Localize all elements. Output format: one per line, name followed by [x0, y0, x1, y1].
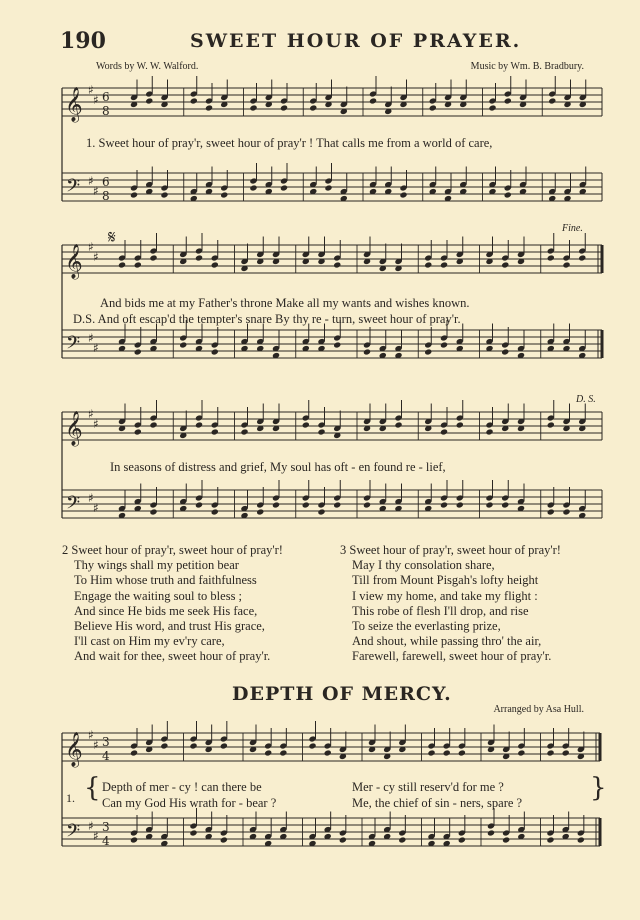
note-head [424, 348, 432, 355]
verse-3-line: To seize the everlasting prize, [352, 619, 501, 634]
lyrics-system-3: In seasons of distress and grief, My soul has oft - en found re - lief, [110, 460, 446, 474]
note-head [363, 348, 371, 355]
note-head [443, 749, 451, 756]
note-head [134, 261, 142, 268]
note-head [130, 836, 138, 843]
note-head [369, 97, 377, 104]
lyrics-song2-a2: Mer - cy still reserv'd for me ? [352, 780, 504, 794]
note-head [333, 341, 341, 348]
note-head [577, 836, 585, 843]
note-head [458, 836, 466, 843]
note-head [302, 421, 310, 428]
verse-2-line: And wait for thee, sweet hour of pray'r. [74, 649, 271, 664]
note-head [324, 184, 332, 191]
note-head [562, 508, 570, 515]
note-head [429, 104, 437, 111]
note-head [333, 501, 341, 508]
lyrics-song2-b2: Me, the chief of sin - ners, spare ? [352, 796, 523, 810]
time-sig: 3 [102, 820, 110, 834]
note-head [195, 254, 203, 261]
note-head [546, 836, 554, 843]
note-head [501, 501, 509, 508]
verse-2-line: And since He bids me seek His face, [74, 603, 258, 618]
verse-number: 2 [62, 543, 69, 557]
note-head [485, 501, 493, 508]
key-sharp: ♯ [88, 819, 94, 833]
ds-mark: D. S. [576, 394, 596, 405]
key-sharp: ♯ [93, 184, 99, 198]
verse-2-line: To Him whose truth and faithfulness [74, 573, 257, 588]
verse-2-line: Engage the waiting soul to bless ; [74, 588, 243, 603]
lyrics-song2-b1: Can my God His wrath for - bear ? [102, 796, 277, 810]
song-title: SWEET HOUR OF PRAYER. [190, 30, 522, 52]
verse-3-line: 3 Sweet hour of pray'r, sweet hour of pray'r! [340, 543, 561, 557]
key-sharp: ♯ [93, 341, 99, 355]
key-sharp: ♯ [88, 491, 94, 505]
note-head [145, 97, 153, 104]
note-head [501, 348, 509, 355]
note-head [487, 829, 495, 836]
lyrics-system-2a: And bids me at my Father's throne Make all my wants and wishes known. [100, 296, 470, 310]
note-head [249, 184, 257, 191]
treble-clef: 𝄞 [65, 244, 83, 279]
verse-3-line: This robe of flesh I'll drop, and rise [352, 603, 529, 618]
note-head [211, 428, 219, 435]
note-head [547, 421, 555, 428]
key-sharp: ♯ [93, 93, 99, 107]
verse-3 [340, 543, 561, 665]
note-head [339, 836, 347, 843]
music-credit: Music by Wm. B. Bradbury. [470, 61, 584, 72]
note-head [456, 501, 464, 508]
note-head [424, 261, 432, 268]
note-head [149, 508, 157, 515]
note-head [205, 104, 213, 111]
verse-2-line: 2 Sweet hour of pray'r, sweet hour of pray'r! [62, 543, 283, 557]
note-head [440, 428, 448, 435]
note-head [440, 501, 448, 508]
note-head [195, 421, 203, 428]
key-sharp: ♯ [88, 407, 94, 421]
note-head [134, 428, 142, 435]
note-head [189, 829, 197, 836]
note-head [179, 341, 187, 348]
treble-clef: 𝄞 [65, 411, 83, 446]
note-head [211, 508, 219, 515]
note-head [160, 742, 168, 749]
note-head [211, 261, 219, 268]
time-sig: 6 [102, 175, 110, 189]
key-sharp: ♯ [88, 728, 94, 742]
key-sharp: ♯ [93, 250, 99, 264]
words-credit: Words by W. W. Walford. [96, 61, 199, 72]
verse-3-line: Farewell, farewell, sweet hour of pray'r. [352, 649, 552, 664]
note-head [517, 749, 525, 756]
note-head [134, 348, 142, 355]
bass-clef: 𝄢 [66, 821, 81, 846]
note-head [440, 341, 448, 348]
key-sharp: ♯ [88, 240, 94, 254]
note-head [249, 104, 257, 111]
note-head [130, 749, 138, 756]
verse-2-line: I'll cast on Him my ev'ry care, [74, 634, 225, 649]
note-head [547, 254, 555, 261]
note-head [502, 836, 510, 843]
note-head [272, 501, 280, 508]
key-sharp: ♯ [88, 83, 94, 97]
verse-3-line: I view my home, and take my flight : [352, 588, 538, 603]
note-head [488, 104, 496, 111]
lyrics-system-2b: D.S. And oft escap'd the tempter's snare By thy re - turn, sweet hour of pray'r. [73, 312, 461, 326]
time-sig: 6 [102, 90, 110, 104]
verse-3-line: Till from Mount Pisgah's lofty height [352, 573, 539, 588]
note-head [280, 104, 288, 111]
verse-3-line: And shout, while passing thro' the air, [352, 634, 542, 649]
verse-2-line: Believe His word, and trust His grace, [74, 619, 265, 634]
treble-clef: 𝄞 [65, 87, 83, 122]
note-head [363, 501, 371, 508]
note-head [578, 254, 586, 261]
lyrics-system-1: 1. Sweet hour of pray'r, sweet hour of pray'r ! That calls me from a world of care, [86, 136, 493, 150]
key-sharp: ♯ [88, 331, 94, 345]
note-head [195, 501, 203, 508]
note-head [317, 508, 325, 515]
note-head [302, 501, 310, 508]
note-head [398, 836, 406, 843]
verse-number: 3 [340, 543, 347, 557]
verse-2-line: Thy wings shall my petition bear [74, 558, 239, 573]
note-head [308, 742, 316, 749]
note-head [149, 421, 157, 428]
note-head [256, 508, 264, 515]
bass-clef: 𝄢 [66, 176, 81, 201]
page-number: 190 [60, 28, 106, 54]
note-head [211, 348, 219, 355]
note-head [440, 261, 448, 268]
bass-clef: 𝄢 [66, 333, 81, 358]
note-head [279, 749, 287, 756]
note-head [280, 184, 288, 191]
time-sig: 8 [102, 104, 110, 118]
song-title-2: DEPTH OF MERCY. [232, 683, 452, 705]
note-head [190, 97, 198, 104]
note-head [160, 191, 168, 198]
fine-mark: Fine. [562, 223, 583, 234]
time-sig: 4 [102, 749, 110, 763]
key-sharp: ♯ [93, 738, 99, 752]
lyrics-song2-a1: Depth of mer - cy ! can there be [102, 780, 262, 794]
note-head [547, 508, 555, 515]
bass-clef: 𝄢 [66, 493, 81, 518]
note-head [546, 749, 554, 756]
note-head [149, 254, 157, 261]
time-sig: 8 [102, 189, 110, 203]
note-head [317, 428, 325, 435]
note-head [458, 749, 466, 756]
note-head [333, 261, 341, 268]
note-head [548, 97, 556, 104]
arranger-credit: Arranged by Asa Hull. [493, 704, 584, 715]
treble-clef: 𝄞 [65, 732, 83, 767]
brace-right: } [590, 773, 607, 803]
note-head [220, 191, 228, 198]
brace-left: { [84, 773, 101, 803]
key-sharp: ♯ [93, 501, 99, 515]
verse-2 [62, 543, 283, 665]
note-head [240, 428, 248, 435]
time-sig: 4 [102, 834, 110, 848]
verse-3-line: May I thy consolation share, [352, 558, 495, 573]
note-head [264, 749, 272, 756]
segno-sign: 𝄋 [108, 227, 116, 248]
note-head [456, 421, 464, 428]
note-head [118, 261, 126, 268]
note-head [220, 742, 228, 749]
note-head [427, 749, 435, 756]
key-sharp: ♯ [93, 417, 99, 431]
note-head [504, 191, 512, 198]
note-head [309, 104, 317, 111]
note-head [485, 428, 493, 435]
note-head [562, 749, 570, 756]
note-head [504, 97, 512, 104]
time-sig: 3 [102, 735, 110, 749]
note-head [399, 191, 407, 198]
note-head [220, 836, 228, 843]
key-sharp: ♯ [93, 829, 99, 843]
note-head [130, 191, 138, 198]
note-head [562, 261, 570, 268]
note-head [189, 742, 197, 749]
note-head [394, 421, 402, 428]
verse-number-song2: 1. [66, 791, 75, 805]
note-head [501, 261, 509, 268]
note-head [324, 749, 332, 756]
key-sharp: ♯ [88, 174, 94, 188]
